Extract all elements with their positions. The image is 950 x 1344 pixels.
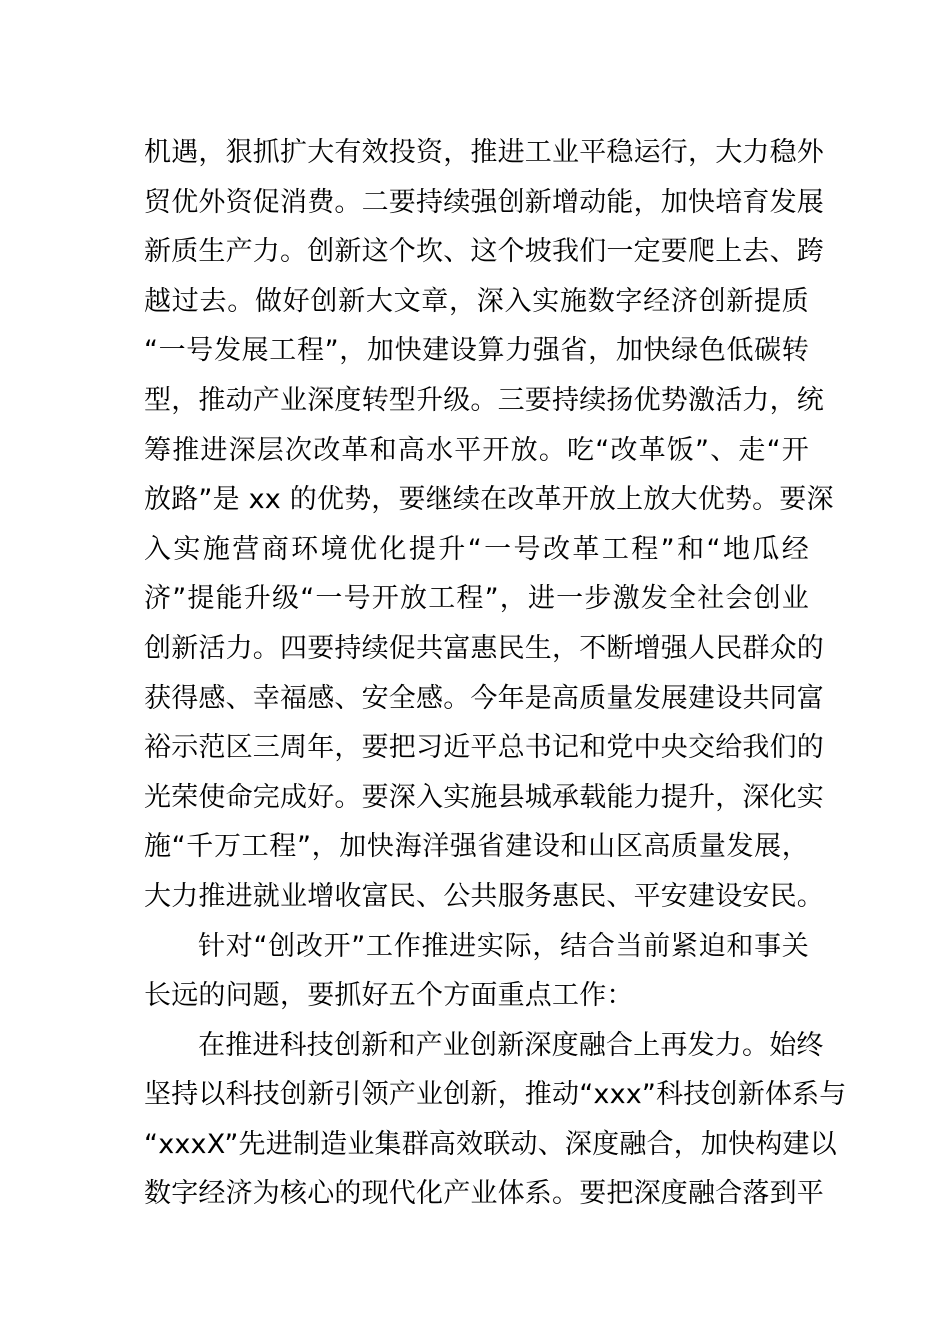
text-line: 入实施营商环境优化提升“一号改革工程”和“地瓜经 <box>144 533 809 565</box>
text-line: “一号发展工程”，加快建设算力强省，加快绿色低碳转 <box>144 335 809 367</box>
text-line: 坚持以科技创新引领产业创新，推动“xxx”科技创新体系与 <box>144 1079 847 1111</box>
text-line: 大力推进就业增收富民、公共服务惠民、平安建设安民。 <box>144 880 824 912</box>
text-line: 裕示范区三周年，要把习近平总书记和党中央交给我们的 <box>144 732 824 764</box>
text-line: 济”提能升级“一号开放工程”，进一步激发全社会创业 <box>144 583 809 615</box>
text-line: 贸优外资促消费。二要持续强创新增动能，加快培育发展 <box>144 186 824 218</box>
text-line: “xxxX”先进制造业集群高效联动、深度融合，加快构建以 <box>144 1128 837 1160</box>
text-line: 机遇，狠抓扩大有效投资，推进工业平稳运行，大力稳外 <box>144 137 824 168</box>
text-line: 光荣使命完成好。要深入实施县城承载能力提升，深化实 <box>144 781 824 813</box>
text-line: 越过去。做好创新大文章，深入实施数字经济创新提质 <box>144 285 809 317</box>
text-line: 施“千万工程”，加快海洋强省建设和山区高质量发展， <box>144 831 809 863</box>
text-line: 在推进科技创新和产业创新深度融合上再发力。始终 <box>198 1029 824 1061</box>
text-line: 型，推动产业深度转型升级。三要持续扬优势激活力，统 <box>144 384 824 416</box>
paragraph-3 <box>144 1021 847 1219</box>
text-line: 获得感、幸福感、安全感。今年是高质量发展建设共同富 <box>144 682 824 714</box>
text-line: 数字经济为核心的现代化产业体系。要把深度融合落到平 <box>144 1178 824 1210</box>
text-line: 长远的问题，要抓好五个方面重点工作： <box>144 980 634 1012</box>
text-line: 放路”是 xx 的优势，要继续在改革开放上放大优势。要深 <box>144 484 834 516</box>
paragraph-1 <box>144 128 834 922</box>
text-line: 针对“创改开”工作推进实际，结合当前紧迫和事关 <box>198 930 809 962</box>
body-text <box>144 128 847 1219</box>
text-line: 新质生产力。创新这个坎、这个坡我们一定要爬上去、跨 <box>144 236 824 268</box>
paragraph-2 <box>144 922 809 1021</box>
text-line: 筹推进深层次改革和高水平开放。吃“改革饭”、走“开 <box>144 434 809 466</box>
text-line: 创新活力。四要持续促共富惠民生，不断增强人民群众的 <box>144 632 824 664</box>
